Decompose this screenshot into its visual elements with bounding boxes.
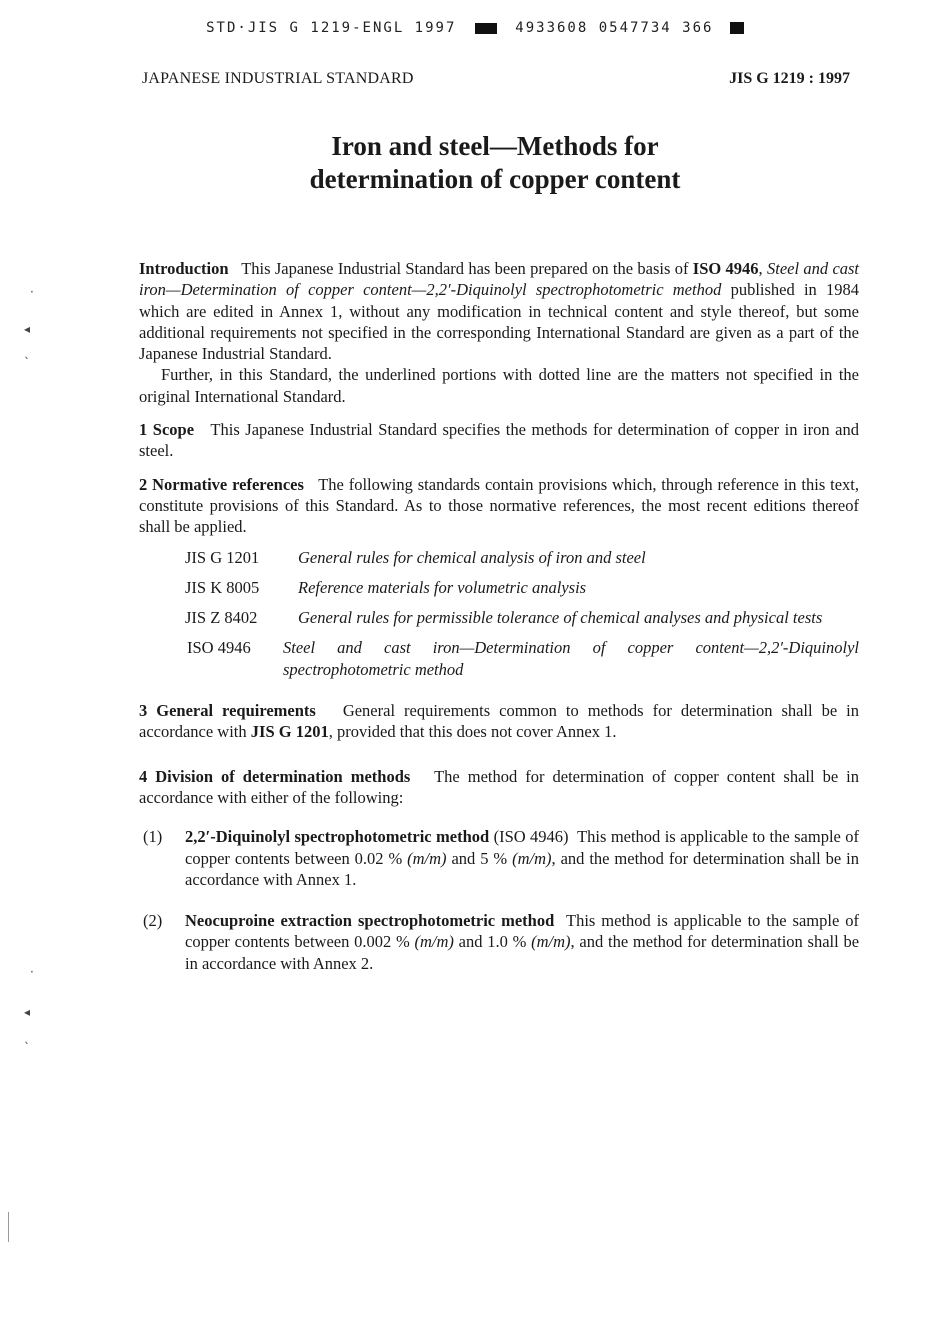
title-line-1: Iron and steel—Methods for <box>331 131 659 161</box>
method-number: (1) <box>143 827 163 847</box>
reference-item <box>185 547 859 568</box>
scan-header-code: 4933608 0547734 366 <box>515 20 714 36</box>
scan-header-text: STD·JIS G 1219-ENGL 1997 <box>206 20 457 36</box>
spacer <box>139 808 859 824</box>
black-block-mark-end <box>730 22 744 34</box>
standard-org-label: JAPANESE INDUSTRIAL STANDARD <box>142 70 414 87</box>
reference-item <box>187 637 859 680</box>
standard-number: JIS G 1219 : 1997 <box>729 70 850 87</box>
reference-title: Reference materials for volumetric analysis <box>298 577 587 597</box>
reference-code: ISO 4946 <box>187 638 251 658</box>
scan-tick-mark: ˎ <box>24 1030 30 1044</box>
method-text-b: and 1.0 % <box>458 932 527 952</box>
document-title <box>0 130 950 196</box>
introduction-iso-title: Steel and cast iron—Determination of copper content—2,2′-Diquinolyl spectrophotometric method <box>139 259 860 300</box>
introduction-paragraph: Introduction This Japanese Industrial Standard has been prepared on the basis of ISO 4946, Steel and cast iron—Determination of copper content—2,2′-Diquinolyl spectrophotometric method published in 1984 which are edited in Annex 1, without any modification in technical content and style thereof, but some additional requirements not specified in the corresponding International Standard are given as a part of the Japanese Industrial Standard. <box>139 259 860 364</box>
reference-item <box>185 577 859 598</box>
reference-code: JIS G 1201 <box>185 547 260 567</box>
scan-dot-mark: · <box>30 965 34 979</box>
scope-paragraph <box>139 419 859 462</box>
spacer <box>139 462 859 474</box>
general-text-2: , provided that this does not cover Annex 1. <box>328 722 617 742</box>
scan-header <box>0 20 950 36</box>
scan-arrow-mark: ◂ <box>24 322 31 336</box>
method-text-c: , and the method for determination shall be in accordance with Annex 1. <box>185 848 860 889</box>
division-text: The method for determination of copper content shall be in accordance with either of the following: <box>139 766 859 807</box>
scope-heading: 1 Scope <box>139 420 195 440</box>
method-item <box>139 826 859 890</box>
further-paragraph: Further, in this Standard, the underlined portions with dotted line are the matters not specified in the original International Standard. <box>139 365 859 406</box>
introduction-heading: Introduction <box>139 259 229 278</box>
spacer <box>139 407 859 419</box>
method-description <box>185 826 859 890</box>
scan-tick-mark: ˎ <box>24 345 30 359</box>
scan-dot-mark: · <box>30 285 34 299</box>
method-text-c: , and the method for determination shall be in accordance with Annex 2. <box>185 932 860 973</box>
normative-text: The following standards contain provisions which, through reference in this text, constitute provisions of this Standard. As to those normative references, the most recent editions thereof shall be applied. <box>139 474 860 537</box>
introduction-text-1: This Japanese Industrial Standard has been prepared on the basis of <box>241 259 689 278</box>
method-description <box>185 910 859 974</box>
division-paragraph <box>139 766 859 809</box>
method-unit: (m/m) <box>512 848 552 868</box>
reference-code: JIS Z 8402 <box>185 608 258 628</box>
black-block-mark <box>475 23 497 34</box>
method-text-a: This method is applicable to the sample of copper contents between 0.002 % <box>185 911 860 952</box>
normative-heading: 2 Normative references <box>139 474 304 494</box>
reference-title: General rules for permissible tolerance of chemical analyses and physical tests <box>298 608 823 628</box>
general-ref: JIS G 1201 <box>250 722 329 742</box>
spacer <box>139 743 859 766</box>
method-unit: (m/m) <box>414 932 454 952</box>
general-heading: 3 General requirements <box>139 701 316 721</box>
spacer <box>139 890 859 908</box>
reference-title: Steel and cast iron—Determination of copper content—2,2′-Diquinolyl spectrophotometric method <box>283 638 859 679</box>
method-unit: (m/m) <box>531 932 571 952</box>
reference-item <box>185 607 859 628</box>
normative-paragraph <box>139 474 859 538</box>
method-text-b: and 5 % <box>451 848 508 868</box>
method-text-a: This method is applicable to the sample of copper contents between 0.02 % <box>185 827 859 868</box>
method-number: (2) <box>143 911 163 931</box>
document-body <box>139 258 859 974</box>
spacer <box>139 680 859 700</box>
reference-code: JIS K 8005 <box>185 577 260 597</box>
general-text-1: General requirements common to methods for determination shall be in accordance with <box>139 701 859 742</box>
division-heading: 4 Division of determination methods <box>139 766 411 786</box>
method-ref: (ISO 4946) <box>493 827 569 847</box>
method-name: 2,2′-Diquinolyl spectrophotometric method <box>185 827 490 847</box>
title-line-2: determination of copper content <box>309 164 681 194</box>
introduction-iso-ref: ISO 4946 <box>692 259 759 278</box>
method-item <box>139 910 859 974</box>
reference-title: General rules for chemical analysis of iron and steel <box>298 547 646 567</box>
method-name: Neocuproine extraction spectrophotometric method <box>185 911 555 931</box>
scope-text: This Japanese Industrial Standard specifies the methods for determination of copper in iron and steel. <box>139 420 860 461</box>
introduction-text-2: published in 1984 which are edited in Annex 1, without any modification in technical content and style thereof, but some additional requirements not specified in the corresponding International Standard are given as a part of the Japanese Industrial Standard. <box>139 280 859 364</box>
method-unit: (m/m) <box>407 848 447 868</box>
scan-edge-line <box>8 1212 9 1242</box>
general-paragraph <box>139 700 859 743</box>
scan-arrow-mark: ◂ <box>24 1005 31 1019</box>
